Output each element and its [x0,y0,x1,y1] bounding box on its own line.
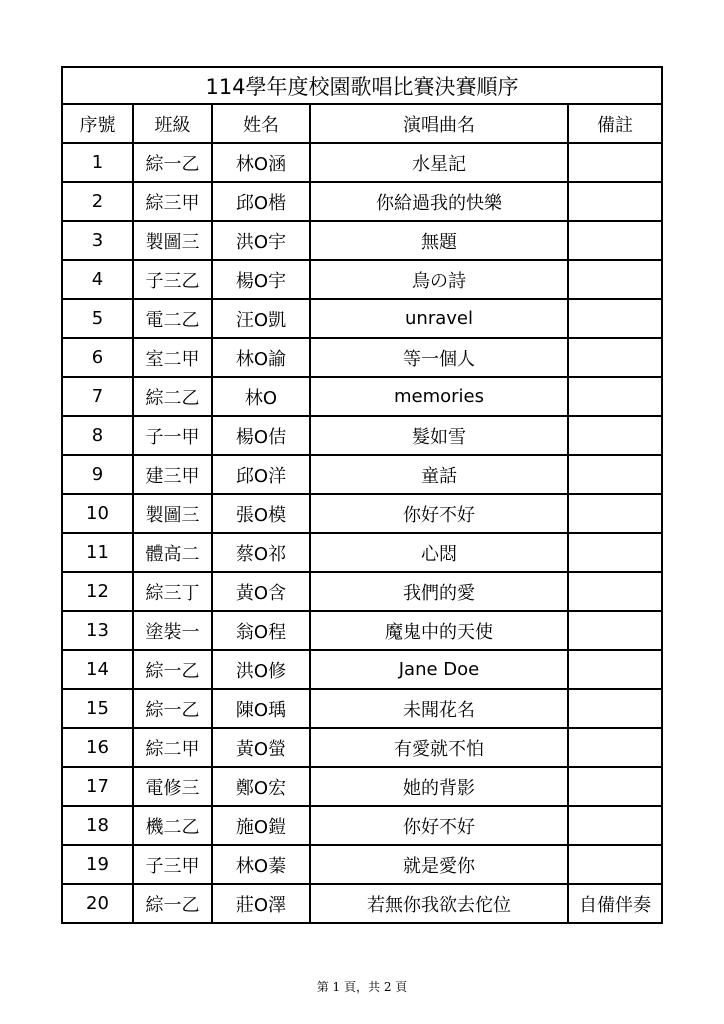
cell-number: 5 [62,299,133,338]
table-row [62,416,662,455]
cell-remarks [568,767,662,806]
cell-number: 1 [62,143,133,182]
cell-name: 洪O宇 [212,221,310,260]
cell-song: 鳥の詩 [310,260,568,299]
page-footer: 第 1 頁，共 2 頁 [316,980,408,994]
header-row [62,104,662,143]
table-row [62,611,662,650]
cell-song: 就是愛你 [310,845,568,884]
performance-order-table [61,66,663,924]
cell-number: 8 [62,416,133,455]
table-body [62,143,662,923]
cell-class: 子三乙 [133,260,212,299]
cell-number: 19 [62,845,133,884]
cell-song: 你給過我的快樂 [310,182,568,221]
cell-number: 3 [62,221,133,260]
cell-remarks [568,338,662,377]
cell-song: 我們的愛 [310,572,568,611]
cell-song: 髮如雪 [310,416,568,455]
cell-class: 建三甲 [133,455,212,494]
cell-class: 室二甲 [133,338,212,377]
cell-name: 楊O佶 [212,416,310,455]
cell-class: 電修三 [133,767,212,806]
cell-class: 綜三甲 [133,182,212,221]
table-row [62,650,662,689]
cell-number: 2 [62,182,133,221]
cell-song: 無題 [310,221,568,260]
cell-song: 未聞花名 [310,689,568,728]
table-row [62,299,662,338]
cell-name: 林O涵 [212,143,310,182]
table-row [62,182,662,221]
table-row [62,767,662,806]
cell-remarks [568,260,662,299]
table-row [62,455,662,494]
cell-remarks [568,611,662,650]
cell-number: 9 [62,455,133,494]
table-row [62,884,662,923]
cell-remarks [568,416,662,455]
cell-name: 邱O楷 [212,182,310,221]
table-row [62,377,662,416]
header-remarks: 備註 [568,104,662,143]
header-class: 班級 [133,104,212,143]
cell-name: 洪O修 [212,650,310,689]
cell-class: 子一甲 [133,416,212,455]
table-row [62,845,662,884]
cell-class: 綜二甲 [133,728,212,767]
cell-name: 施O鎧 [212,806,310,845]
cell-name: 陳O瑀 [212,689,310,728]
cell-song: 你好不好 [310,806,568,845]
cell-number: 17 [62,767,133,806]
cell-class: 綜一乙 [133,689,212,728]
cell-name: 林O蓁 [212,845,310,884]
cell-song: 有愛就不怕 [310,728,568,767]
cell-class: 電二乙 [133,299,212,338]
cell-remarks [568,533,662,572]
cell-remarks [568,806,662,845]
cell-song: Jane Doe [310,650,568,689]
cell-number: 4 [62,260,133,299]
cell-class: 製圖三 [133,494,212,533]
cell-class: 綜一乙 [133,143,212,182]
table-title: 114學年度校園歌唱比賽決賽順序 [62,67,662,104]
cell-name: 蔡O祁 [212,533,310,572]
cell-number: 18 [62,806,133,845]
cell-remarks [568,494,662,533]
cell-remarks [568,650,662,689]
cell-remarks [568,143,662,182]
cell-number: 16 [62,728,133,767]
cell-song: memories [310,377,568,416]
cell-song: unravel [310,299,568,338]
cell-class: 塗裝一 [133,611,212,650]
cell-song: 童話 [310,455,568,494]
table-row [62,338,662,377]
cell-name: 林O [212,377,310,416]
cell-class: 綜一乙 [133,884,212,923]
cell-number: 11 [62,533,133,572]
cell-song: 她的背影 [310,767,568,806]
table-row [62,533,662,572]
header-song: 演唱曲名 [310,104,568,143]
table-row [62,689,662,728]
cell-number: 15 [62,689,133,728]
cell-name: 張O模 [212,494,310,533]
cell-song: 等一個人 [310,338,568,377]
table-row [62,494,662,533]
cell-name: 楊O宇 [212,260,310,299]
cell-remarks [568,221,662,260]
cell-remarks [568,377,662,416]
cell-name: 汪O凱 [212,299,310,338]
cell-number: 14 [62,650,133,689]
cell-name: 黃O螢 [212,728,310,767]
cell-number: 6 [62,338,133,377]
cell-name: 鄭O宏 [212,767,310,806]
header-name: 姓名 [212,104,310,143]
cell-song: 若無你我欲去佗位 [310,884,568,923]
table-row [62,143,662,182]
cell-class: 綜二乙 [133,377,212,416]
table-row [62,260,662,299]
cell-class: 製圖三 [133,221,212,260]
cell-song: 魔鬼中的天使 [310,611,568,650]
cell-name: 邱O洋 [212,455,310,494]
cell-remarks: 自備伴奏 [568,884,662,923]
cell-remarks [568,572,662,611]
header-number: 序號 [62,104,133,143]
cell-number: 13 [62,611,133,650]
table-row [62,806,662,845]
cell-song: 心悶 [310,533,568,572]
cell-remarks [568,299,662,338]
cell-name: 林O諭 [212,338,310,377]
cell-name: 黃O含 [212,572,310,611]
cell-song: 水星記 [310,143,568,182]
cell-song: 你好不好 [310,494,568,533]
cell-number: 10 [62,494,133,533]
table-row [62,221,662,260]
cell-class: 綜一乙 [133,650,212,689]
table-row [62,572,662,611]
table-row [62,728,662,767]
cell-name: 莊O澤 [212,884,310,923]
cell-remarks [568,689,662,728]
cell-name: 翁O程 [212,611,310,650]
cell-number: 7 [62,377,133,416]
cell-number: 12 [62,572,133,611]
cell-remarks [568,728,662,767]
cell-class: 體高二 [133,533,212,572]
cell-remarks [568,455,662,494]
cell-class: 機二乙 [133,806,212,845]
cell-remarks [568,182,662,221]
cell-class: 綜三丁 [133,572,212,611]
cell-remarks [568,845,662,884]
cell-class: 子三甲 [133,845,212,884]
cell-number: 20 [62,884,133,923]
